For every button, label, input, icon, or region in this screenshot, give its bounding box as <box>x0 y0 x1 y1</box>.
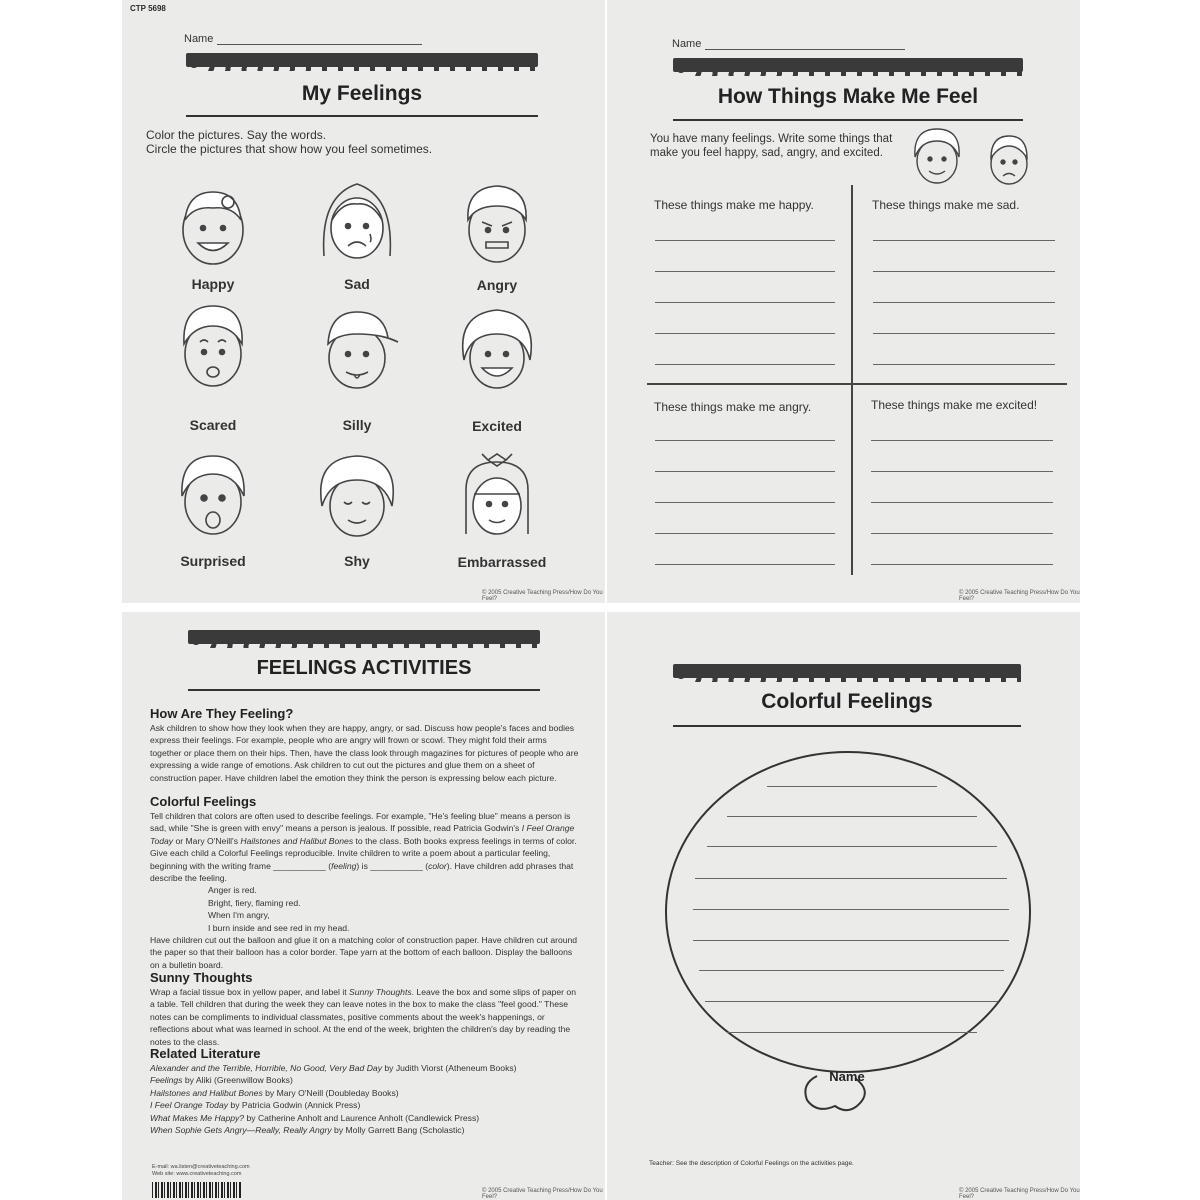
label-sad: Sad <box>344 276 370 292</box>
literature-item <box>150 1062 580 1074</box>
name-line <box>217 44 422 45</box>
title-rule <box>186 115 538 117</box>
feelings-activities-page <box>122 612 605 1200</box>
label-excited: Excited <box>472 418 522 434</box>
prompt-happy: These things make me happy. <box>654 198 814 212</box>
header-band <box>673 58 1023 72</box>
section-body: Have children cut out the balloon and glue it on a matching color of construction paper. Have children cut around the paper so that their balloon has a color border. Tape yarn at the bottom of each balloon. Display the balloons on a bulletin board. <box>150 935 578 970</box>
sad-face-icon <box>312 176 402 266</box>
literature-item <box>150 1099 580 1111</box>
write-line[interactable] <box>873 302 1055 303</box>
name-line <box>705 49 905 50</box>
title-rule <box>673 119 1023 121</box>
write-line[interactable] <box>871 564 1053 565</box>
page-title: My Feelings <box>301 82 423 105</box>
write-line[interactable] <box>655 533 835 534</box>
frame-word: feeling <box>331 860 357 871</box>
title-rule <box>188 689 540 691</box>
embarrassed-face-icon <box>452 450 542 540</box>
write-line[interactable] <box>655 502 835 503</box>
book-author: by Judith Viorst (Atheneum Books) <box>382 1063 517 1073</box>
write-line[interactable] <box>655 240 835 241</box>
girl-face-icon <box>907 125 967 187</box>
copyright: © 2005 Creative Teaching Press/How Do You Feel? <box>959 590 1080 602</box>
excited-face-icon <box>452 304 542 394</box>
section-heading: Colorful Feelings <box>150 794 257 809</box>
body-text: . Leave the box and some slips of paper on a table. Tell children that during the week they can leave notes in the box to make the class "feel good." These notes can be compliments to individual classmates, positive comments about the week's happenings, or reflections about what was learned in school. At the end of the week, brighten the children's day by reading the notes to the class. <box>150 987 576 1047</box>
copyright: © 2005 Creative Teaching Press/How Do You Feel? <box>959 1188 1080 1200</box>
write-line[interactable] <box>655 333 835 334</box>
write-line[interactable] <box>655 471 835 472</box>
name-label: Name <box>829 1069 865 1084</box>
page-title: FEELINGS ACTIVITIES <box>256 657 472 679</box>
prompt-excited: These things make me excited! <box>871 398 1038 412</box>
literature-item <box>150 1074 580 1086</box>
section-body <box>150 986 580 1048</box>
label-surprised: Surprised <box>180 553 246 569</box>
book-author: by Aliki (Greenwillow Books) <box>182 1075 293 1086</box>
section-heading: Sunny Thoughts <box>150 970 253 985</box>
book-author: by Patricia Godwin (Annick Press) <box>228 1100 361 1111</box>
write-line[interactable] <box>655 271 835 272</box>
boy-face-icon <box>983 132 1035 188</box>
write-line[interactable] <box>871 440 1053 441</box>
write-line[interactable] <box>873 364 1055 365</box>
prompt-sad: These things make me sad. <box>872 198 1020 212</box>
instructions-line-1: Color the pictures. Say the words. <box>146 128 327 142</box>
balloon-outline <box>657 742 1047 1162</box>
title-rule <box>673 725 1021 727</box>
label-angry: Angry <box>476 277 518 293</box>
literature-item <box>150 1087 580 1099</box>
header-band <box>186 53 538 67</box>
write-line[interactable] <box>655 302 835 303</box>
poem-line: Bright, fiery, flaming red. <box>208 897 301 908</box>
copyright: © 2005 Creative Teaching Press/How Do You Feel? <box>482 1188 603 1200</box>
write-line[interactable] <box>695 878 1007 879</box>
book-title: Alexander and the Terrible, Horrible, No Good, Very Bad Day <box>150 1063 382 1073</box>
instructions <box>146 128 432 156</box>
section-sunny-thoughts <box>150 970 580 1048</box>
book-author: by Molly Garrett Bang (Scholastic) <box>331 1125 465 1136</box>
write-line[interactable] <box>873 333 1055 334</box>
page-title: How Things Make Me Feel <box>717 85 979 108</box>
write-line[interactable] <box>871 533 1053 534</box>
book-title: Feelings <box>150 1075 183 1086</box>
box-label: Sunny Thoughts <box>349 987 412 997</box>
prompt-angry: These things make me angry. <box>654 400 812 414</box>
vertical-divider <box>851 185 853 575</box>
book-title: What Makes Me Happy? <box>150 1112 245 1123</box>
write-line[interactable] <box>873 240 1055 241</box>
worksheet-how-things-make-me-feel <box>607 0 1080 603</box>
contact-info <box>152 1164 250 1178</box>
section-body <box>150 810 580 884</box>
write-line[interactable] <box>693 909 1009 910</box>
book-author: by Mary O'Neill (Doubleday Books) <box>262 1087 399 1098</box>
section-colorful-feelings <box>150 794 580 971</box>
label-silly: Silly <box>342 417 372 433</box>
copyright: © 2005 Creative Teaching Press/How Do You Feel? <box>482 590 603 602</box>
barcode <box>152 1182 242 1198</box>
section-heading: Related Literature <box>150 1046 261 1061</box>
body-text: ) is ___________ ( <box>356 860 429 871</box>
book-title: I Feel Orange Today <box>150 823 575 846</box>
name-label: Name <box>184 33 214 45</box>
product-code: CTP 5698 <box>130 4 166 13</box>
worksheet-my-feelings <box>122 0 605 603</box>
label-embarrassed: Embarrassed <box>457 554 547 570</box>
surprised-face-icon <box>168 450 258 540</box>
instructions-line-2: Circle the pictures that show how you feel sometimes. <box>146 142 433 156</box>
write-line[interactable] <box>767 786 937 787</box>
label-scared: Scared <box>189 417 237 433</box>
book-author: by Catherine Anholt and Laurence Anholt (Candlewick Press) <box>244 1112 480 1123</box>
write-line[interactable] <box>727 816 977 817</box>
worksheet-colorful-feelings <box>607 612 1080 1200</box>
write-line[interactable] <box>871 502 1053 503</box>
book-title: I Feel Orange Today <box>150 1100 229 1111</box>
poem-line: When I'm angry, <box>208 910 270 921</box>
poem-line: Anger is red. <box>208 885 257 896</box>
section-heading: How Are They Feeling? <box>150 706 294 721</box>
shy-face-icon <box>312 452 402 542</box>
intro-line-1: You have many feelings. Write some things that <box>650 133 893 145</box>
section-body: Ask children to show how they look when they are happy, angry, or sad. Discuss how people's faces and bodies express their feelings. For example, people who are angry will frown or scowl. They might fold their arms together or place them on their hips. Then, have the class look through magazines for pictures of people who are expressing a wide range of emotions. Ask children to cut out the pictures and glue them on a sheet of construction paper. Have children label the emotion they think the person is expressing below each picture. <box>150 723 579 783</box>
body-text: Tell children that colors are often used to describe feelings. For example, "He's feeling blue" means a person is sad, while "She is green with envy" means a person is jealous. If possible, read Patricia Godwin's <box>150 811 571 834</box>
email-text: E-mail: wa.listen@creativeteaching.com <box>152 1164 250 1170</box>
silly-face-icon <box>312 304 402 394</box>
write-line[interactable] <box>871 471 1053 472</box>
body-text: ). Have children add phrases that describe the feeling. <box>150 860 574 884</box>
angry-face-icon <box>452 178 542 268</box>
write-line[interactable] <box>705 1001 998 1002</box>
body-text: to the class. Both books express feelings in terms of color. Give each child a Colorful Feelings reproducible. Invite children to write a poem about a particular feeling, beginning with the writing frame ___________ ( <box>150 835 577 871</box>
write-line[interactable] <box>655 564 835 565</box>
intro-line-2: make you feel happy, sad, angry, and excited. <box>650 147 883 159</box>
poem-line: I burn inside and see red in my head. <box>208 922 350 933</box>
body-text: or Mary O'Neill's <box>173 835 241 846</box>
write-line[interactable] <box>655 440 835 441</box>
section-related-literature <box>150 1046 580 1136</box>
header-band <box>673 664 1021 678</box>
frame-word: color <box>428 860 447 871</box>
book-title: When Sophie Gets Angry—Really, Really Angry <box>150 1125 332 1136</box>
book-title: Hailstones and Halibut Bones <box>150 1087 263 1098</box>
horizontal-divider <box>647 383 1067 385</box>
literature-item <box>150 1124 580 1136</box>
intro <box>650 132 892 160</box>
write-line[interactable] <box>873 271 1055 272</box>
label-shy: Shy <box>344 553 370 569</box>
literature-item <box>150 1112 580 1124</box>
happy-face-icon <box>168 180 258 270</box>
write-line[interactable] <box>693 940 1009 941</box>
write-line[interactable] <box>699 970 1004 971</box>
section-how-are-they-feeling <box>150 706 580 784</box>
body-text: Wrap a facial tissue box in yellow paper, and label it <box>150 987 350 997</box>
scared-face-icon <box>168 300 258 390</box>
label-happy: Happy <box>191 276 235 292</box>
name-label: Name <box>672 38 702 50</box>
website-text: Web site: www.creativeteaching.com <box>152 1171 242 1177</box>
teacher-note: Teacher: See the description of Colorful Feelings on the activities page. <box>649 1160 854 1167</box>
header-band <box>188 630 540 644</box>
page-title: Colorful Feelings <box>761 690 933 713</box>
write-line[interactable] <box>727 1032 977 1033</box>
write-line[interactable] <box>655 364 835 365</box>
book-title: Hailstones and Halibut Bones <box>240 835 354 846</box>
write-line[interactable] <box>707 846 997 847</box>
